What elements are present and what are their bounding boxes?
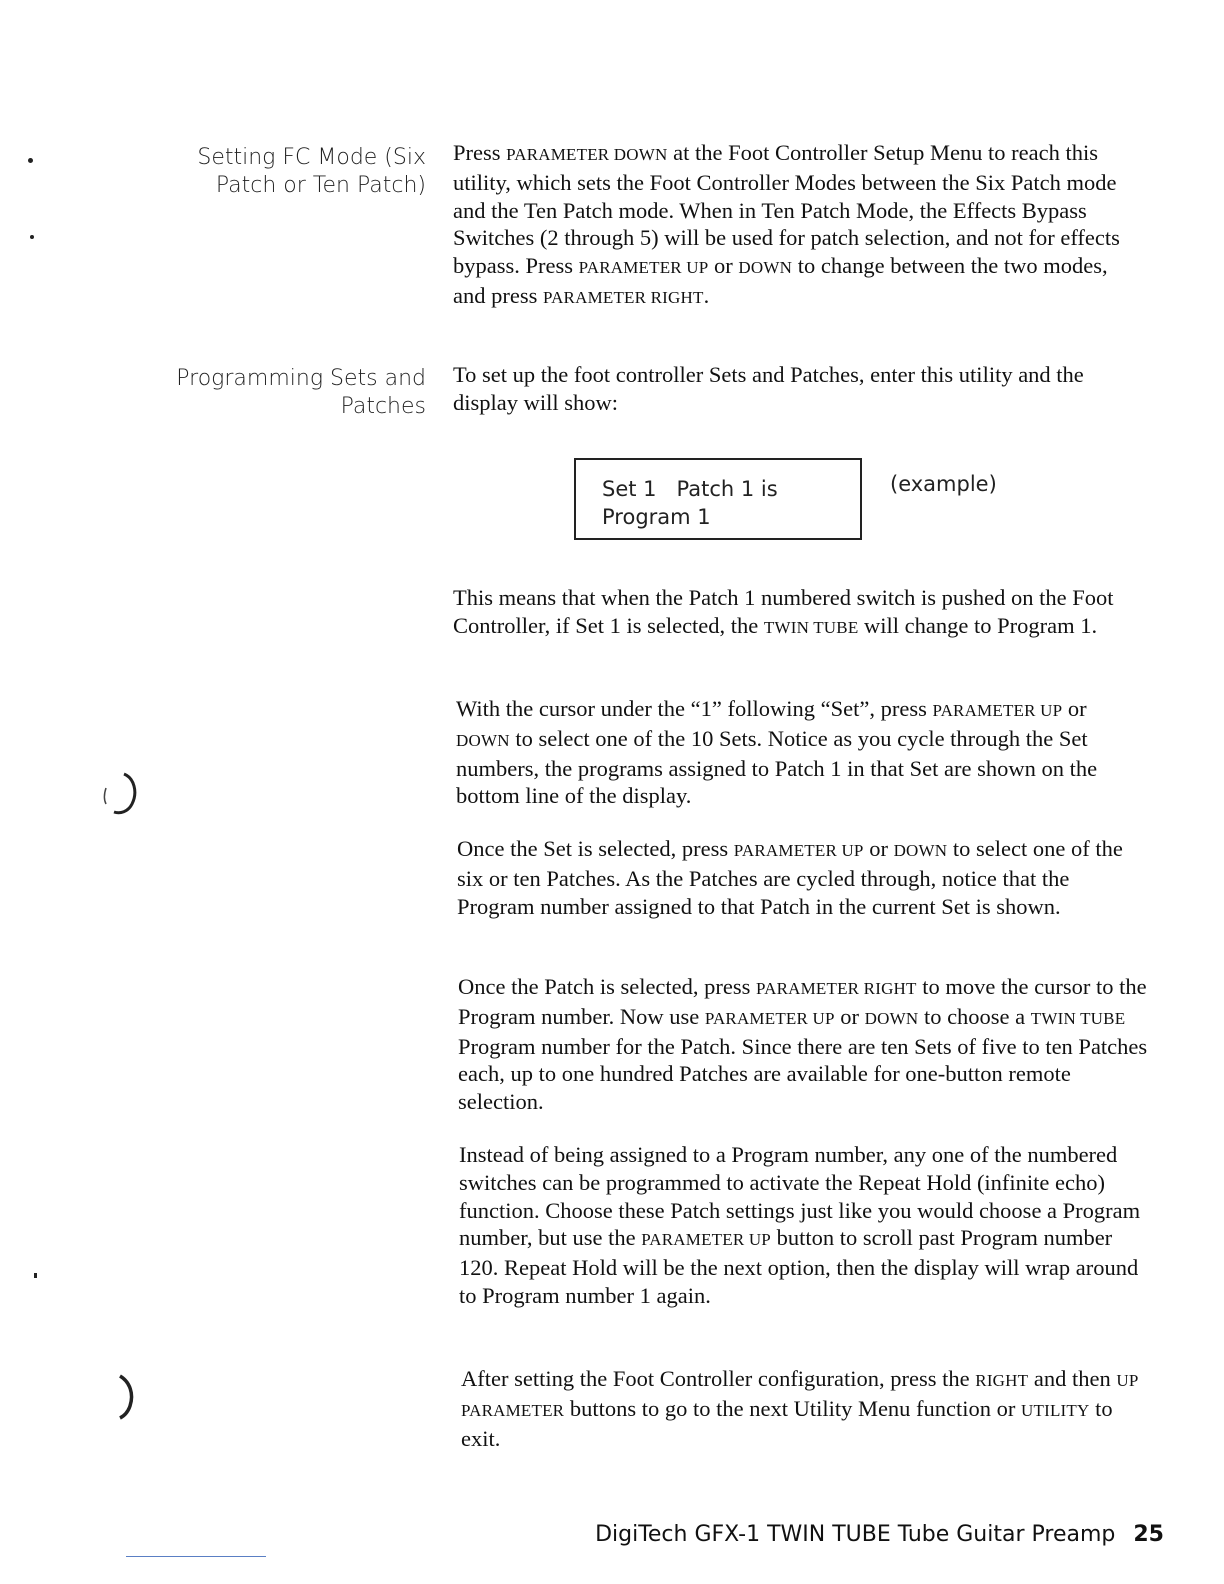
body-text-run: to select one of the six or ten Patches. As the Patches are cycled through, notice that the Program number assigned to that Patch in the current Set is shown. [457, 836, 1123, 919]
control-name-text: UP [1116, 1371, 1139, 1390]
heading-line: Setting FC Mode (Six [197, 145, 426, 170]
body-text-run: After setting the Foot Controller configuration, press the [461, 1366, 976, 1391]
example-note: (example) [890, 472, 997, 496]
binder-hole-icon [108, 1372, 148, 1422]
heading-line: Patch or Ten Patch) [215, 173, 426, 198]
body-text-run: or [863, 836, 894, 861]
body-text-run: or [708, 253, 739, 279]
paragraph [456, 695, 1136, 810]
control-name-text: PARAMETER UP [578, 258, 709, 278]
lcd-line-1: Set 1 Patch 1 is [602, 477, 778, 501]
speck [30, 235, 34, 239]
body-text-run: to move the cursor to the Program number. Now use [458, 974, 1147, 1029]
body-text-run: Press [453, 140, 507, 165]
body-text-run: or [834, 1003, 865, 1029]
section-paragraph-fc-mode [453, 139, 1143, 312]
control-name-text: PARAMETER UP [733, 841, 864, 860]
control-name-text: DOWN [893, 841, 948, 860]
page-footer [595, 1522, 1164, 1547]
control-name-text: PARAMETER RIGHT [756, 979, 917, 998]
control-name-text: PARAMETER UP [641, 1230, 771, 1250]
binder-hole-icon [100, 768, 140, 818]
paragraph [453, 139, 1143, 312]
body-text-run: button to scroll past Program number 120. Repeat Hold will be the next option, then the display will wrap around to Program number 1 again. [459, 1225, 1139, 1308]
binder-hole-mark [108, 1372, 148, 1422]
paragraph-block [458, 973, 1148, 1116]
heading-line: Programming Sets and [176, 366, 426, 391]
paragraph-block [456, 695, 1136, 810]
speck [34, 1273, 37, 1278]
paragraph-block [457, 835, 1152, 920]
lcd-display [574, 458, 862, 540]
footer-title: DigiTech GFX-1 TWIN TUBE Tube Guitar Preamp [595, 1522, 1116, 1547]
paragraph [458, 973, 1148, 1116]
paragraph-block [459, 1141, 1149, 1310]
body-text-run: With the cursor under the “1” following “Set”, press [456, 696, 933, 721]
body-text-run: or [1062, 696, 1087, 721]
body-text-run: to select one of the 10 Sets. Notice as you cycle through the Set numbers, the programs assigned to Patch 1 in that Set are shown on the bottom line of the display. [456, 725, 1098, 809]
section-heading-fc-mode [126, 144, 426, 200]
heading-line: Patches [340, 394, 426, 419]
body-text-run: to exit. [461, 1395, 1113, 1451]
control-name-text: RIGHT [975, 1371, 1029, 1390]
body-text-run: . [703, 282, 710, 308]
control-name-text: DOWN [864, 1008, 919, 1028]
control-name-text: TWIN TUBE [1030, 1008, 1126, 1028]
paragraph [461, 1365, 1151, 1452]
binder-hole-mark [100, 768, 140, 818]
footer-rule [126, 1556, 266, 1557]
section-paragraph-programming [453, 361, 1143, 417]
paragraph [459, 1141, 1149, 1310]
control-name-text: PARAMETER UP [932, 701, 1063, 720]
body-text-run: This means that when the Patch 1 numbered switch is pushed on the Foot Controller, if Set 1 is selected, the [453, 585, 1114, 638]
paragraph [457, 835, 1152, 920]
control-name-text: PARAMETER RIGHT [542, 287, 704, 307]
body-text-run: to choose a [918, 1003, 1031, 1029]
body-text-run: To set up the foot controller Sets and Patches, enter this utility and the display will show: [453, 362, 1084, 415]
lcd-line-2: Program 1 [602, 505, 711, 529]
control-name-text: PARAMETER [461, 1400, 565, 1420]
speck [28, 158, 33, 163]
body-text-run: and then [1028, 1366, 1117, 1391]
paragraph [453, 361, 1143, 417]
control-name-text: PARAMETER DOWN [506, 145, 668, 164]
body-text-run: Program number for the Patch. Since there are ten Sets of five to ten Patches each, up to one hundred Patches are available for one-button remote selection. [458, 1033, 1148, 1115]
body-text-run: buttons to go to the next Utility Menu function or [564, 1395, 1022, 1421]
control-name-text: TWIN TUBE [763, 617, 859, 637]
control-name-text: DOWN [456, 730, 510, 750]
body-text-run: Once the Patch is selected, press [458, 974, 757, 999]
body-text-run: Once the Set is selected, press [457, 836, 734, 861]
body-text-run: to change between the two modes, and press [453, 253, 1108, 308]
paragraph-block [461, 1365, 1151, 1452]
control-name-text: DOWN [738, 258, 793, 278]
control-name-text: PARAMETER UP [704, 1008, 835, 1028]
control-name-text: UTILITY [1021, 1400, 1090, 1420]
body-text-run: Instead of being assigned to a Program number, any one of the numbered switches can be programmed to activate the Repeat Hold (infinite echo) function. Choose these Patch settings just like you would choose a Program number, but use the [459, 1142, 1141, 1251]
body-text-run: will change to Program 1. [858, 612, 1098, 638]
body-text-run: at the Foot Controller Setup Menu to reach this utility, which sets the Foot Controller Modes between the Six Patch mode and the Ten Patch mode. When in Ten Patch Mode, the Effects Bypass Switches (2 through 5) will be used for patch selection, and not for effects bypass. Press [453, 140, 1120, 279]
page-number: 25 [1133, 1522, 1164, 1547]
paragraph [453, 584, 1128, 642]
section-heading-programming [126, 365, 426, 421]
paragraph-block [453, 584, 1128, 642]
